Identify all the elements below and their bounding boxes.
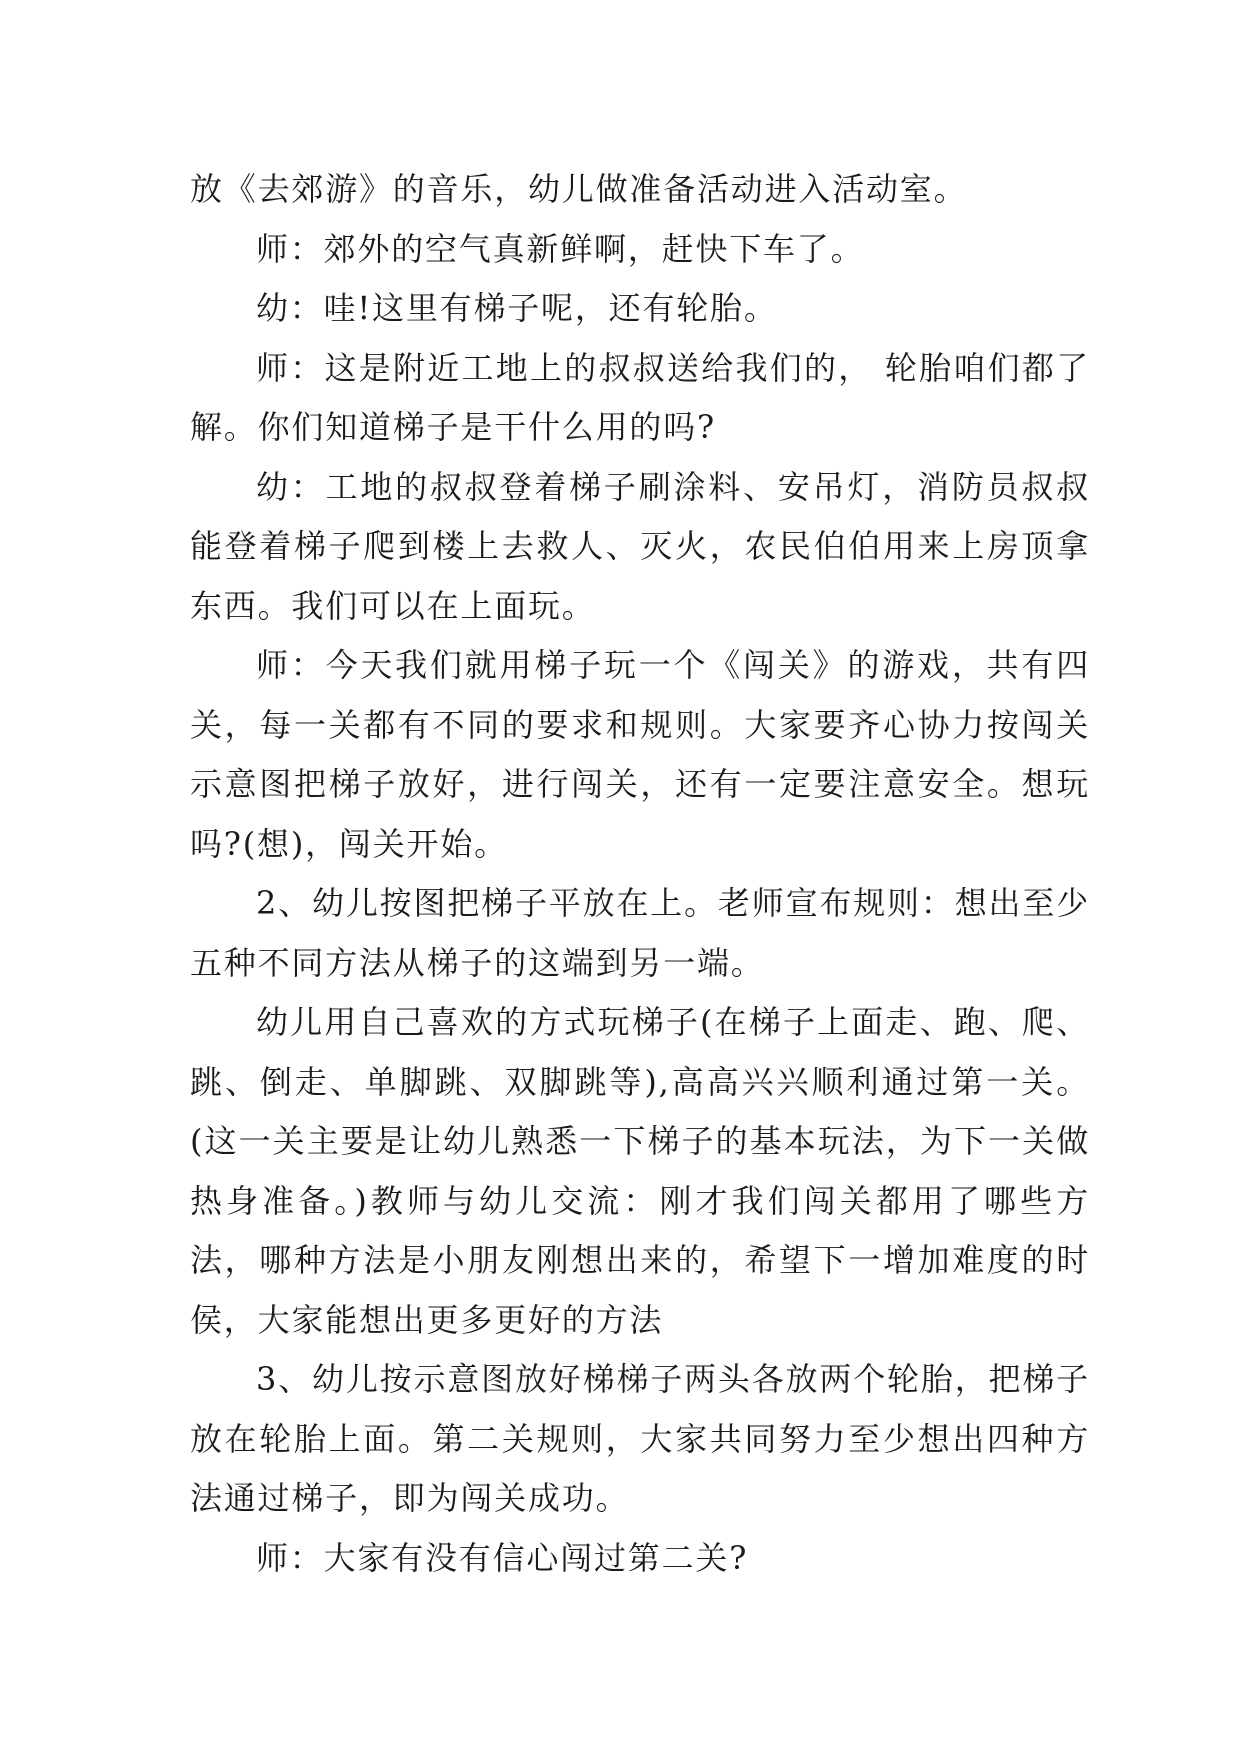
paragraph-8: 幼儿用自己喜欢的方式玩梯子(在梯子上面走、跑、爬、跳、倒走、单脚跳、双脚跳等),高高兴兴顺利通过第一关。(这一关主要是让幼儿熟悉一下梯子的基本玩法，为下一关做热身准备。)教师与幼儿交流：刚才我们闯关都用了哪些方法，哪种方法是小朋友刚想出来的，希望下一增加难度的时侯，大家能想出更多更好的方法	[190, 1003, 1090, 1339]
document-body	[190, 160, 1090, 1588]
paragraph-4: 师：这是附近工地上的叔叔送给我们的， 轮胎咱们都了解。你们知道梯子是干什么用的吗?	[190, 348, 1090, 446]
paragraph-2: 师：郊外的空气真新鲜啊，赶快下车了。	[256, 229, 865, 268]
paragraph-1: 放《去郊游》的音乐，幼儿做准备活动进入活动室。	[190, 170, 968, 208]
paragraph-7: 2、幼儿按图把梯子平放在上。老师宣布规则：想出至少五种不同方法从梯子的这端到另一端。	[190, 884, 1090, 982]
paragraph-9: 3、幼儿按示意图放好梯梯子两头各放两个轮胎，把梯子放在轮胎上面。第二关规则，大家共同努力至少想出四种方法通过梯子，即为闯关成功。	[190, 1360, 1090, 1517]
paragraph-3: 幼：哇!这里有梯子呢，还有轮胎。	[256, 289, 778, 327]
paragraph-6: 师：今天我们就用梯子玩一个《闯关》的游戏，共有四关，每一关都有不同的要求和规则。大家要齐心协力按闯关示意图把梯子放好，进行闯关，还有一定要注意安全。想玩吗?(想)，闯关开始。	[190, 646, 1090, 863]
paragraph-10: 师：大家有没有信心闯过第二关?	[256, 1538, 749, 1577]
paragraph-5: 幼：工地的叔叔登着梯子刷涂料、安吊灯，消防员叔叔能登着梯子爬到楼上去救人、灭火，农民伯伯用来上房顶拿东西。我们可以在上面玩。	[190, 467, 1090, 625]
